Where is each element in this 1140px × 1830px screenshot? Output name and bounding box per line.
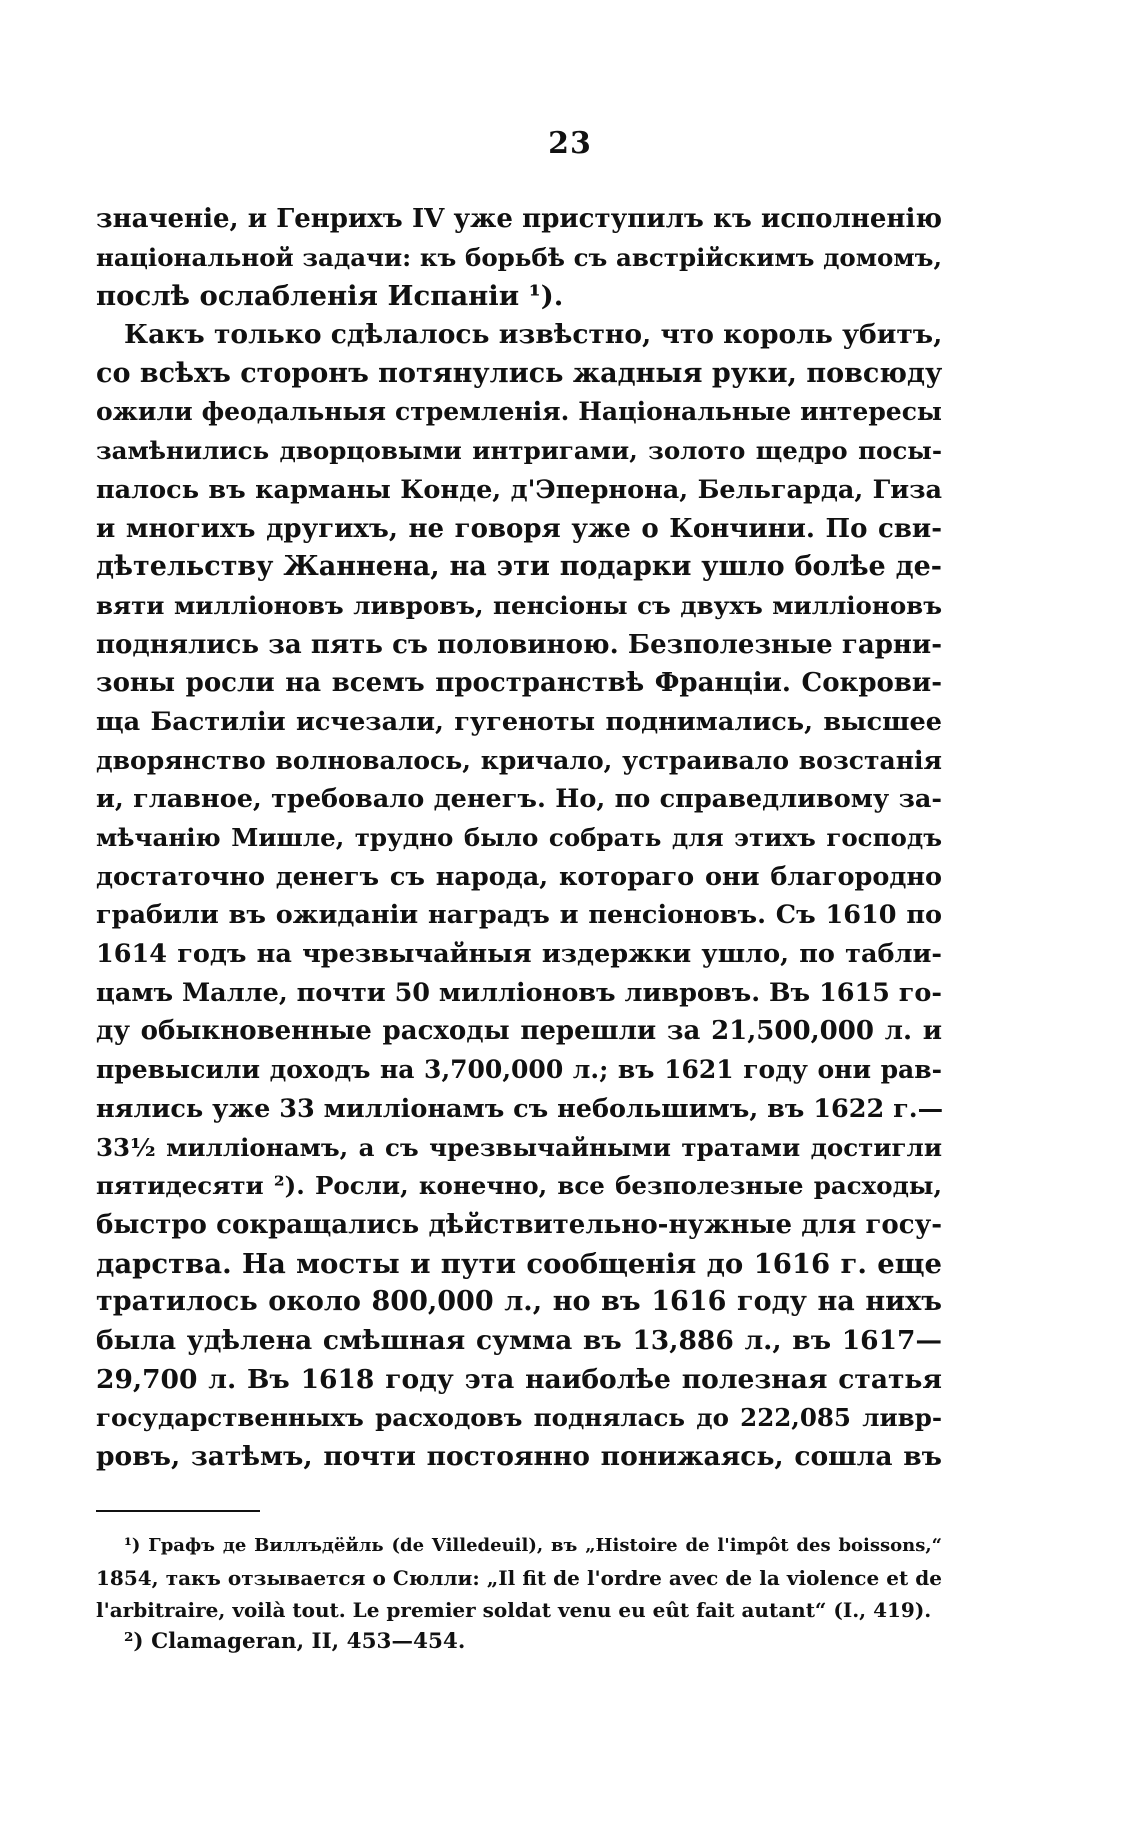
body-line: послѣ ослабленія Испаніи ¹). [96,280,564,313]
body-line: дѣтельству Жаннена, на эти подарки ушло болѣе де- [96,551,942,583]
body-line: дарства. На мосты и пути сообщенія до 1616 г. еще [96,1247,942,1280]
body-line: и, главное, требовало денегъ. Но, по справедливому за- [96,784,942,815]
body-line: быстро сокращались дѣйствительно-нужные для госу- [96,1209,942,1240]
body-line: государственныхъ расходовъ поднялась до 222,085 ливр- [96,1403,942,1433]
body-line: ожили феодальныя стремленія. Національные интересы [96,397,942,427]
body-line: нялись уже 33 милліонамъ съ небольшимъ, въ 1622 г.— [96,1093,944,1124]
body-line: Какъ только сдѣлалось извѣстно, что король убитъ, [124,319,943,351]
body-line: цамъ Малле, почти 50 милліоновъ ливровъ. Въ 1615 го- [96,977,943,1008]
footnote-line: ²) Clamageran, II, 453—454. [124,1629,466,1654]
body-line: зоны росли на всемъ пространствѣ Франціи. Сокрови- [96,668,942,699]
body-line: ду обыкновенные расходы перешли за 21,500,000 л. и [96,1016,942,1047]
body-line: палось въ карманы Конде, д'Эпернона, Бельгарда, Гиза [96,474,942,505]
body-line: національной задачи: къ борьбѣ съ австрійскимъ домомъ, [96,242,942,272]
body-line: 33½ милліонамъ, а съ чрезвычайными тратами достигли [96,1132,942,1162]
body-line: была удѣлена смѣшная сумма въ 13,886 л., въ 1617— [96,1324,942,1356]
footnote-line: 1854, такъ отзывается о Сюлли: „Il fit de l'ordre avec de la violence et de [96,1566,942,1590]
body-line: пятидесяти ²). Росли, конечно, все безполезные расходы, [96,1171,942,1201]
body-line: со всѣхъ сторонъ потянулись жадныя руки, повсюду [96,357,943,389]
body-line: замѣнились дворцовыми интригами, золото щедро посы- [96,436,942,466]
body-line: достаточно денегъ съ народа, котораго они благородно [96,861,942,892]
body-line: превысили доходъ на 3,700,000 л.; въ 1621 году они рав- [96,1055,942,1085]
footnote-divider [96,1510,260,1512]
body-line: ровъ, затѣмъ, почти постоянно понижаясь, сошла въ [96,1441,942,1472]
body-line: ща Бастиліи исчезали, гугеноты поднимались, высшее [96,706,942,737]
body-line: значеніе, и Генрихъ IV уже приступилъ къ исполненію [96,204,942,234]
page-number: 23 [548,126,592,161]
body-line: 29,700 л. Въ 1618 году эта наиболѣе полезная статья [96,1363,942,1395]
footnote-line: l'arbitraire, voilà tout. Le premier soldat venu eu eût fait autant“ (I., 419). [96,1598,932,1622]
footnotes [96,1530,942,1658]
body-line: мѣчанію Мишле, трудно было собрать для этихъ господъ [96,823,942,852]
footnote-line: ¹) Графъ де Виллъдёйль (de Villedeuil), въ „Histoire de l'impôt des boissons,“ [124,1535,942,1556]
body-line: поднялись за пять съ половиною. Безполезные гарни- [96,629,942,660]
body-line: грабили въ ожиданіи наградъ и пенсіоновъ. Съ 1610 по [96,900,942,931]
body-line: 1614 годъ на чрезвычайныя издержки ушло, по табли- [96,939,942,970]
body-text [96,200,942,1477]
body-line: дворянство волновалось, кричало, устраивало возстанія [96,745,942,775]
body-line: и многихъ другихъ, не говоря уже о Кончини. По сви- [96,513,942,544]
body-line: тратилось около 800,000 л., но въ 1616 году на нихъ [96,1286,942,1318]
body-line: вяти милліоновъ ливровъ, пенсіоны съ двухъ милліоновъ [96,590,942,620]
